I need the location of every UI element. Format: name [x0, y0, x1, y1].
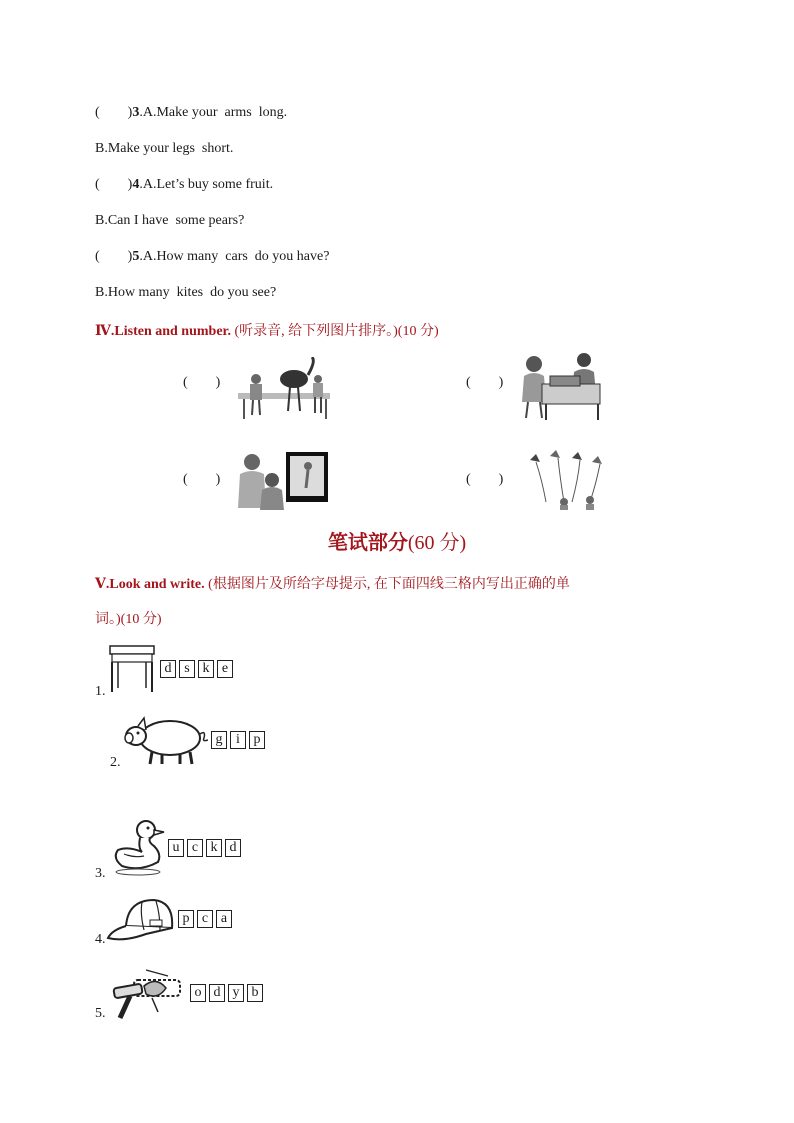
kids-with-toy-image [518, 350, 606, 420]
section-title: Ⅴ.Look and write. [95, 577, 205, 592]
cap-icon [106, 896, 176, 944]
option-a: .A.How many cars do you have? [139, 249, 330, 264]
answer-blank[interactable]: ( ) [95, 105, 133, 120]
duck-icon [108, 818, 168, 876]
picture-1-blank[interactable]: ( ) [183, 375, 221, 390]
pig-icon [124, 714, 208, 766]
picture-3-blank[interactable]: ( ) [183, 472, 221, 487]
letter-box: d [225, 839, 241, 857]
letter-box: d [160, 660, 176, 678]
letter-box: d [209, 984, 225, 1002]
item-1-number: 1. [95, 684, 106, 699]
section-instruction: (听录音, 给下列图片排序。)(10 分) [234, 324, 439, 339]
item-1-letters [160, 660, 233, 678]
item-4-letters [178, 910, 232, 928]
letter-box: k [198, 660, 214, 678]
option-a: .A.Make your arms long. [139, 105, 288, 120]
picture-4-blank[interactable]: ( ) [466, 472, 504, 487]
answer-blank[interactable]: ( ) [95, 249, 133, 264]
item-5-letters [190, 984, 263, 1002]
item-5-line [95, 249, 329, 265]
letter-box: o [190, 984, 206, 1002]
letter-box: i [230, 731, 246, 749]
letter-box: e [217, 660, 233, 678]
family-tv-image [236, 450, 330, 510]
item-5-option-b: B.How many kites do you see? [95, 285, 277, 300]
letter-box: a [216, 910, 232, 928]
item-2-letters [211, 731, 265, 749]
item-4-line [95, 177, 273, 193]
section-4-heading [95, 320, 439, 340]
item-number: 3 [132, 105, 140, 120]
letter-box: c [197, 910, 213, 928]
letter-box: c [187, 839, 203, 857]
ostrich-zoo-image [238, 357, 330, 419]
desk-icon [106, 642, 158, 694]
letter-box: y [228, 984, 244, 1002]
item-3-number: 3. [95, 866, 106, 881]
item-4-number: 4. [95, 932, 106, 947]
section-5-instruction-cont: 词。)(10 分) [95, 612, 162, 627]
item-5-number: 5. [95, 1006, 106, 1021]
letter-box: s [179, 660, 195, 678]
picture-2-blank[interactable]: ( ) [466, 375, 504, 390]
item-3-option-b: B.Make your legs short. [95, 141, 234, 156]
section-5-heading [95, 573, 570, 593]
written-part-title [0, 526, 794, 555]
letter-box: g [211, 731, 227, 749]
item-2-number: 2. [110, 755, 121, 770]
letter-box: k [206, 839, 222, 857]
item-3-letters [168, 839, 241, 857]
item-3-line [95, 105, 287, 121]
toy-gun-icon [110, 966, 186, 1022]
written-title-text: 笔试部分 [327, 532, 408, 554]
item-number: 5 [132, 249, 140, 264]
letter-box: p [249, 731, 265, 749]
item-number: 4 [132, 177, 140, 192]
letter-box: p [178, 910, 194, 928]
written-score: (60 分) [407, 532, 467, 554]
option-a: .A.Let’s buy some fruit. [139, 177, 274, 192]
letter-box: u [168, 839, 184, 857]
section-title: Ⅳ.Listen and number. [95, 324, 231, 339]
section-instruction: (根据图片及所给字母提示, 在下面四线三格内写出正确的单 [208, 577, 570, 592]
item-4-option-b: B.Can I have some pears? [95, 213, 245, 228]
kites-image [520, 450, 606, 510]
answer-blank[interactable]: ( ) [95, 177, 133, 192]
letter-box: b [247, 984, 263, 1002]
